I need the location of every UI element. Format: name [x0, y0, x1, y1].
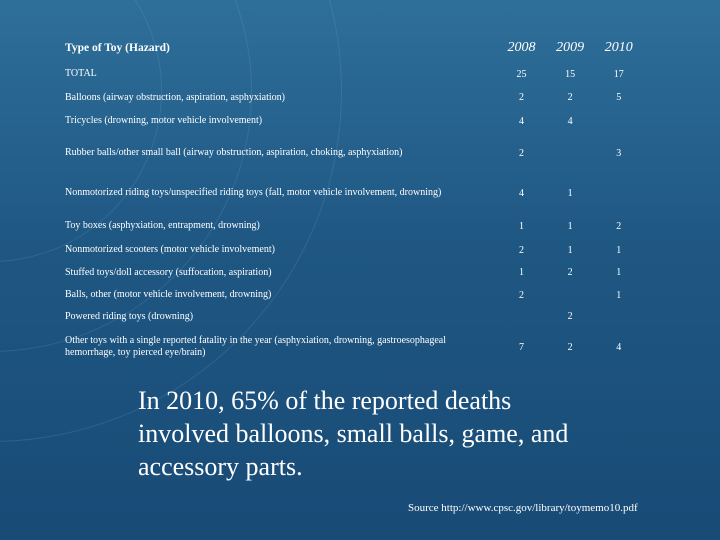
value-2010: 17 — [613, 68, 624, 80]
value-2008: 2 — [518, 92, 524, 103]
value-2010: 1 — [616, 289, 622, 301]
value-2009: 4 — [567, 115, 573, 127]
value-2008: 1 — [518, 267, 524, 278]
value-2010 — [594, 306, 643, 327]
table-header-row — [63, 34, 643, 62]
row-label: TOTAL — [65, 68, 97, 79]
table-row — [63, 62, 643, 86]
header-toy-type: Type of Toy (Hazard) — [65, 42, 170, 54]
row-label: Balloons (airway obstruction, aspiration, asphyxiation) — [65, 91, 285, 103]
value-2008: 2 — [518, 289, 524, 301]
table-row — [63, 284, 643, 306]
row-label: Toy boxes (asphyxiation, entrapment, drowning) — [65, 220, 260, 231]
header-year-2009: 2009 — [556, 40, 585, 55]
value-2009: 1 — [567, 187, 573, 199]
table-row — [63, 261, 643, 284]
summary-caption: In 2010, 65% of the reported deaths involved balloons, small balls, game, and accessory parts. — [138, 386, 569, 481]
value-2010: 1 — [616, 244, 622, 256]
table-row — [63, 306, 643, 327]
source-citation: Source http://www.cpsc.gov/library/toymemo10.pdf — [408, 502, 638, 514]
value-2009: 2 — [567, 92, 573, 103]
value-2009: 2 — [567, 311, 573, 322]
header-year-2008: 2008 — [507, 40, 536, 55]
table-row — [63, 133, 643, 173]
table-row — [63, 109, 643, 133]
row-label: Stuffed toys/doll accessory (suffocation, aspiration) — [65, 266, 272, 278]
value-2008: 2 — [518, 147, 524, 159]
toy-fatality-table-container — [63, 34, 643, 367]
value-2008: 2 — [518, 244, 524, 256]
value-2010: 2 — [616, 220, 622, 232]
row-label: Other toys with a single reported fatality in the year (asphyxiation, drowning, gastroesophageal hemorrhage, toy pierced eye/brain) — [65, 335, 447, 358]
row-label: Balls, other (motor vehicle involvement, drowning) — [65, 289, 272, 300]
value-2010: 3 — [616, 147, 622, 159]
toy-fatality-table — [63, 34, 643, 367]
value-2008: 7 — [518, 341, 524, 353]
row-label: Nonmotorized scooters (motor vehicle involvement) — [65, 244, 275, 255]
table-row — [63, 327, 643, 367]
table-row — [63, 173, 643, 213]
value-2008: 25 — [516, 68, 527, 80]
value-2010: 1 — [616, 267, 622, 278]
table-row — [63, 213, 643, 239]
table-row — [63, 86, 643, 109]
value-2009: 2 — [567, 267, 573, 278]
header-year-2010: 2010 — [604, 40, 633, 55]
value-2010: 5 — [616, 92, 622, 103]
row-label: Tricycles (drowning, motor vehicle involvement) — [65, 115, 263, 126]
value-2009 — [546, 284, 595, 306]
value-2010 — [594, 173, 643, 213]
value-2009: 2 — [567, 341, 573, 353]
row-label: Powered riding toys (drowning) — [65, 310, 194, 322]
value-2010: 4 — [616, 341, 622, 353]
table-row — [63, 239, 643, 261]
value-2008 — [497, 306, 546, 327]
value-2010 — [594, 109, 643, 133]
value-2009: 15 — [565, 68, 576, 80]
value-2009: 1 — [567, 244, 573, 256]
value-2008: 4 — [518, 187, 524, 199]
value-2008: 1 — [518, 220, 524, 232]
value-2008: 4 — [518, 115, 524, 127]
row-label: Rubber balls/other small ball (airway obstruction, aspiration, choking, asphyxiation) — [65, 147, 403, 158]
value-2009: 1 — [567, 220, 573, 232]
row-label: Nonmotorized riding toys/unspecified riding toys (fall, motor vehicle involvement, drowning) — [65, 187, 442, 198]
value-2009 — [546, 133, 595, 173]
